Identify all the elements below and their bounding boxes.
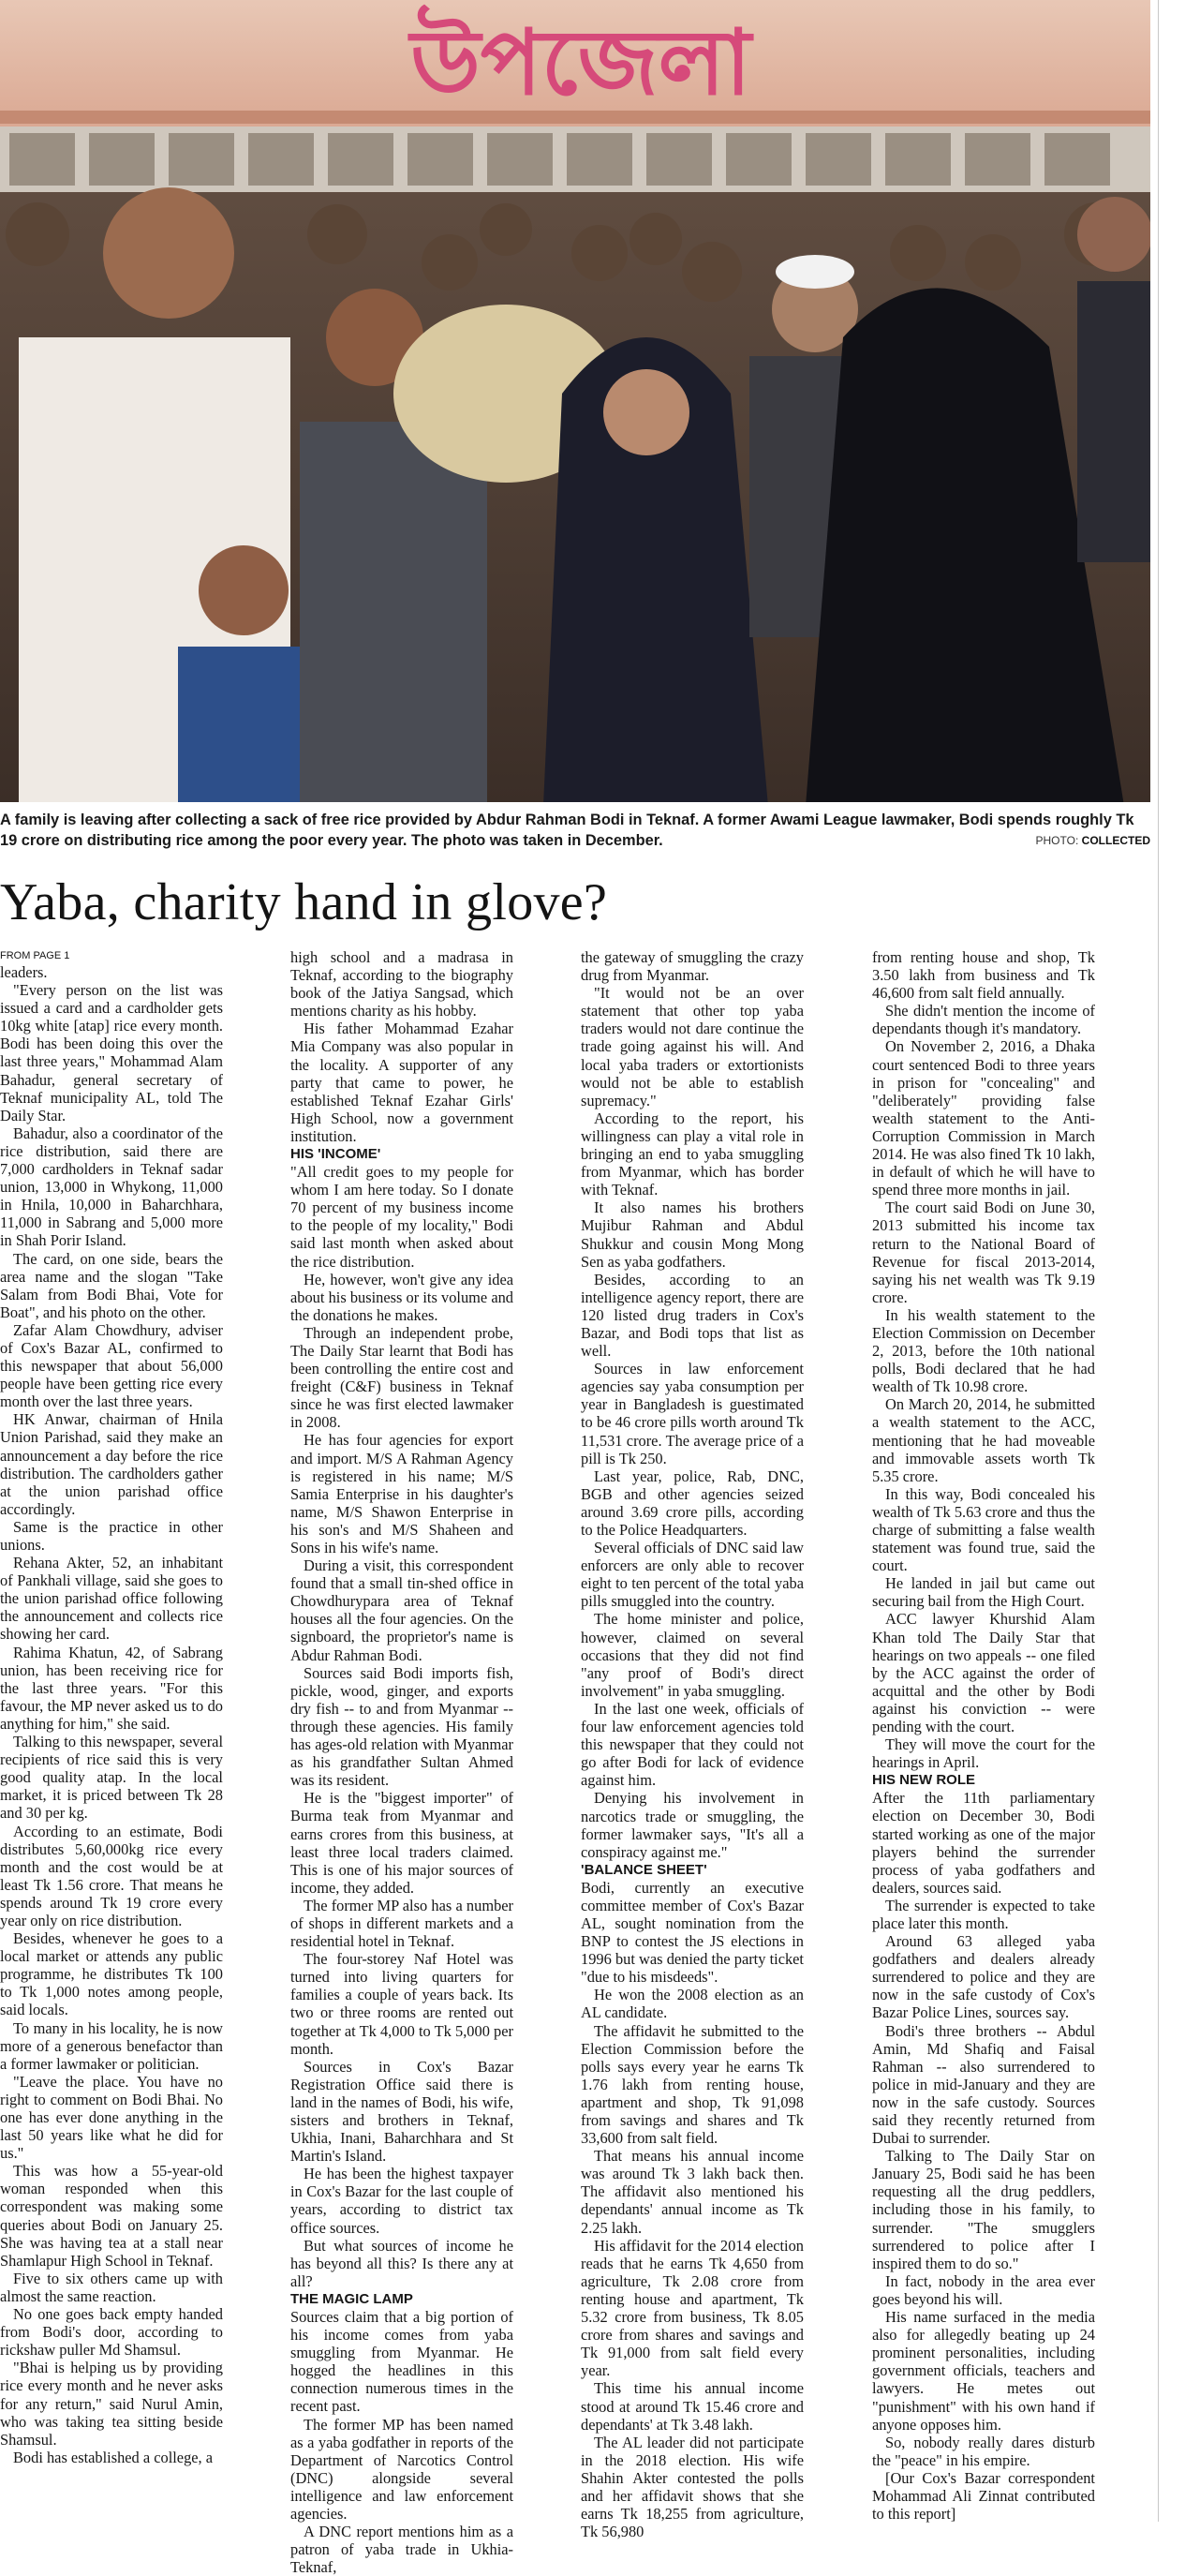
- article-paragraph: During a visit, this correspondent found that a small tin-shed office in Chowdhurypara area of Teknaf houses all the four agencies. On the signboard, the proprietor's name is Abdur Rahman Bodi.: [290, 1556, 513, 1664]
- article-paragraph: The card, on one side, bears the area name and the slogan "Take Salam from Bodi Bhai, Vote for Boat", and his photo on the other.: [0, 1249, 223, 1321]
- article-paragraph: Sources in Cox's Bazar Registration Office said there is land in the names of Bodi, his wife, sisters and brothers in Teknaf, Ukhia, Inani, Baharchhara and St Martin's Island.: [290, 2057, 513, 2166]
- article-paragraph: He is the "biggest importer" of Burma teak from Myanmar and earns crores from this business, at least three local traders claimed. This is one of his major sources of income, they added.: [290, 1789, 513, 1897]
- article-paragraph: "Leave the place. You have no right to comment on Bodi Bhai. No one has ever done anything in the last 50 years like what he did for us.": [0, 2072, 223, 2163]
- section-heading: THE MAGIC LAMP: [290, 2290, 413, 2307]
- article-paragraph: [Our Cox's Bazar correspondent Mohammad Ali Zinnat contributed to this report]: [872, 2468, 1095, 2524]
- article-paragraph: On November 2, 2016, a Dhaka court sentenced Bodi to three years in prison for "concealing" and "deliberately" providing false wealth statement to the Anti-Corruption Commission in March 2014. He was also fined Tk 10 lakh, in default of which he will have to spend three more months in jail.: [872, 1037, 1095, 1199]
- section-heading: 'BALANCE SHEET': [581, 1861, 707, 1878]
- section-heading: HIS NEW ROLE: [872, 1772, 976, 1789]
- article-paragraph: The surrender is expected to take place later this month.: [872, 1896, 1095, 1932]
- article-paragraph: According to the report, his willingness can play a vital role in bringing an end to yaba smuggling from Myanmar, which has border with Teknaf.: [581, 1109, 804, 1199]
- article-paragraph: She didn't mention the income of dependants though it's mandatory.: [872, 1002, 1095, 1038]
- article-paragraph: Last year, police, Rab, DNC, BGB and other agencies seized around 3.69 crore pills, according to the Police Headquarters.: [581, 1467, 804, 1539]
- photo-credit: [1036, 830, 1150, 851]
- article-paragraph: On March 20, 2014, he submitted a wealth statement to the ACC, mentioning that he had moveable and immovable assets worth Tk 5.35 crore.: [872, 1395, 1095, 1485]
- article-paragraph: Zafar Alam Chowdhury, adviser of Cox's Bazar AL, confirmed to this newspaper that about 56,000 people have been getting rice every month over the last three years.: [0, 1320, 223, 1411]
- headline: Yaba, charity hand in glove?: [0, 873, 608, 931]
- article-paragraph: The four-storey Naf Hotel was turned into living quarters for families a couple of years back. Its two or three rooms are rented out together at Tk 4,000 to Tk 5,000 per month.: [290, 1950, 513, 2058]
- article-paragraph: That means his annual income was around Tk 3 lakh back then. The affidavit also mentioned his dependants' annual income as Tk 2.25 lakh.: [581, 2147, 804, 2237]
- article-paragraph: HK Anwar, chairman of Hnila Union Parishad, said they make an announcement a day before the rice distribution. The cardholders gather at the union parishad office accordingly.: [0, 1410, 223, 1518]
- article-paragraph: the gateway of smuggling the crazy drug from Myanmar.: [581, 948, 804, 985]
- article-paragraph: His father Mohammad Ezahar Mia Company was also popular in the locality. A supporter of any party that came to power, he established Teknaf Ezahar Girls' High School, now a government institution.: [290, 1020, 513, 1145]
- article-paragraph: Rehana Akter, 52, an inhabitant of Pankhali village, said she goes to the union parishad office following the announcement and collects rice showing her card.: [0, 1554, 223, 1644]
- article-paragraph: Sources in law enforcement agencies say yaba consumption per year in Bangladesh is guestimated to be 46 crore pills worth around Tk 11,531 crore. The average price of a pill is Tk 250.: [581, 1360, 804, 1467]
- article-paragraph: Talking to The Daily Star on January 25, Bodi said he has been requesting all the drug peddlers, including those in his family, to surrender. "The smugglers surrendered to police after I inspired them to do so.": [872, 2147, 1095, 2272]
- column-rule: [1158, 0, 1159, 2522]
- article-paragraph: But what sources of income he has beyond all this? Is there any at all?: [290, 2236, 513, 2290]
- article-paragraph: This time his annual income stood at around Tk 15.46 crore and dependants' at Tk 3.48 lakh.: [581, 2379, 804, 2434]
- article-paragraph: No one goes back empty handed from Bodi's door, according to rickshaw puller Md Shamsul.: [0, 2305, 223, 2360]
- article-paragraph: He, however, won't give any idea about his business or its volume and the donations he makes.: [290, 1270, 513, 1324]
- article-paragraph: They will move the court for the hearings in April.: [872, 1735, 1095, 1772]
- article-paragraph: high school and a madrasa in Teknaf, according to the biography book of the Jatiya Sangsad, which mentions charity as his hobby.: [290, 948, 513, 1020]
- article-column-1: [0, 948, 223, 2466]
- photo-credit-label: PHOTO:: [1035, 834, 1079, 847]
- article-paragraph: It also names his brothers Mujibur Rahman and Abdul Shukkur and cousin Mong Mong Sen as yaba godfathers.: [581, 1199, 804, 1271]
- article-paragraph: The former MP also has a number of shops in different markets and a residential hotel in Teknaf.: [290, 1896, 513, 1951]
- article-paragraph: He landed in jail but came out securing bail from the High Court.: [872, 1574, 1095, 1611]
- article-paragraph: Around 63 alleged yaba godfathers and dealers already surrendered to police and they are now in the safe custody of Cox's Bazar Police Lines, sources say.: [872, 1932, 1095, 2022]
- article-paragraph: ACC lawyer Khurshid Alam Khan told The Daily Star that hearings on two appeals -- one filed by the ACC against the order of acquittal and the other by Bodi against his conviction -- were pending with the court.: [872, 1610, 1095, 1736]
- article-column-4: [872, 948, 1095, 2523]
- article-paragraph: The former MP has been named as a yaba godfather in reports of the Department of Narcotics Control (DNC) alongside several intelligence and law enforcement agencies.: [290, 2415, 513, 2523]
- article-column-2: [290, 948, 513, 2576]
- article-paragraph: Five to six others came up with almost the same reaction.: [0, 2269, 223, 2305]
- article-paragraph: Sources said Bodi imports fish, pickle, wood, ginger, and exports dry fish -- to and from Myanmar -- through these agencies. His family has ages-old relation with Myanmar as his grandfather Sultan Ahmed was its resident.: [290, 1663, 513, 1790]
- article-paragraph: According to an estimate, Bodi distributes 5,60,000kg rice every month and the cost would be at least Tk 1.56 crore. That means he spends around Tk 19 crore every year only on rice distribution.: [0, 1822, 223, 1929]
- article-paragraph: "All credit goes to my people for whom I am here today. So I donate 70 percent of my business income to the people of my locality," Bodi said last month when asked about the rice distribution.: [290, 1163, 513, 1271]
- article-paragraph: "Bhai is helping us by providing rice every month and he never asks for any return," said Nurul Amin, who was taking tea sitting beside Shamsul.: [0, 2359, 223, 2449]
- article-paragraph: Rahima Khatun, 42, of Sabrang union, has been receiving rice for the last three years. "For this favour, the MP never asked us to do anything for him," she said.: [0, 1643, 223, 1733]
- article-paragraph: Talking to this newspaper, several recipients of rice said this is very good quality atap. In the local market, it is priced between Tk 28 and 30 per kg.: [0, 1733, 223, 1823]
- news-photo: [0, 0, 1150, 802]
- article-paragraph: In fact, nobody in the area ever goes beyond his will.: [872, 2271, 1095, 2308]
- article-paragraph: To many in his locality, he is now more of a generous benefactor than a former lawmaker or politician.: [0, 2018, 223, 2073]
- article-paragraph: He has four agencies for export and import. M/S A Rahman Agency is registered in his name; M/S Samia Enterprise in his daughter's name, M/S Shawon Enterprise in his son's and M/S Shaheen and Sons in his wife's name.: [290, 1431, 513, 1556]
- article-paragraph: Same is the practice in other unions.: [0, 1517, 223, 1554]
- article-paragraph: A DNC report mentions him as a patron of yaba trade in Ukhia-Teknaf,: [290, 2523, 513, 2576]
- article-paragraph: "It would not be an over statement that other top yaba traders would not dare continue the trade going against his will. And local yaba traders or extortionists would not be able to establish supremacy.": [581, 984, 804, 1109]
- article-paragraph: The AL leader did not participate in the 2018 election. His wife Shahin Akter contested the polls and her affidavit shows that she earns Tk 18,255 from agriculture, Tk 56,980: [581, 2433, 804, 2541]
- article-paragraph: Through an independent probe, The Daily Star learnt that Bodi has been controlling the entire cost and freight (C&F) business in Teknaf since he was first elected lawmaker in 2008.: [290, 1323, 513, 1432]
- article-paragraph: In the last one week, officials of four law enforcement agencies told this newspaper that they could not go after Bodi for lack of evidence against him.: [581, 1699, 804, 1790]
- jump-label: FROM PAGE 1: [0, 950, 70, 961]
- article-paragraph: Besides, whenever he goes to a local market or attends any public programme, he distributes Tk 100 to Tk 1,000 notes among people, said locals.: [0, 1929, 223, 2019]
- section-heading: HIS 'INCOME': [290, 1146, 381, 1163]
- article-paragraph: "Every person on the list was issued a card and a cardholder gets 10kg white [atap] rice every month. Bodi has been doing this over the last three years," Mohammad Alam Bahadur, general secretary of Teknaf municipality AL, told The Daily Star.: [0, 981, 223, 1124]
- article-paragraph: Bodi has established a college, a: [13, 2448, 214, 2466]
- signboard-text: উপজেলা: [410, 10, 751, 115]
- article-column-3: [581, 948, 804, 2540]
- article-paragraph: He won the 2008 election as an AL candidate.: [581, 1986, 804, 2022]
- article-paragraph: Sources claim that a big portion of his income comes from yaba smuggling from Myanmar. He hogged the headlines in this connection numerous times in the recent past.: [290, 2307, 513, 2416]
- photo-caption: A family is leaving after collecting a sack of free rice provided by Abdur Rahman Bodi in Teknaf. A former Awami League lawmaker, Bodi spends roughly Tk 19 crore on distributing rice among the poor every year. The photo was taken in December.: [0, 812, 1134, 849]
- article-paragraph: He has been the highest taxpayer in Cox's Bazar for the last couple of years, according to district tax office sources.: [290, 2165, 513, 2237]
- article-paragraph: Bodi, currently an executive committee member of Cox's Bazar AL, sought nomination from the BNP to contest the JS elections in 1996 but was denied the party ticket "due to his misdeeds".: [581, 1878, 804, 1987]
- article-paragraph: Bahadur, also a coordinator of the rice distribution, said there are 7,000 cardholders in Teknaf sadar union, 13,000 in Whykong, 11,000 in Hnila, 10,000 in Baharchhara, 11,000 in Sabrang and 5,000 more in Shah Porir Island.: [0, 1124, 223, 1250]
- photo-credit-name: COLLECTED: [1081, 834, 1150, 847]
- article-paragraph: After the 11th parliamentary election on December 30, Bodi started working as one of the major players behind the surrender process of yaba godfathers and dealers, sources said.: [872, 1789, 1095, 1897]
- article-paragraph: Denying his involvement in narcotics trade or smuggling, the former lawmaker says, "It's all a conspiracy against me.": [581, 1789, 804, 1861]
- article-paragraph: Bodi's three brothers -- Abdul Amin, Md Shafiq and Faisal Rahman -- also surrendered to police in mid-January and they are now in the safe custody. Sources said they recently returned from Dubai to surrender.: [872, 2021, 1095, 2148]
- article-paragraph: from renting house and shop, Tk 3.50 lakh from business and Tk 46,600 from salt field annually.: [872, 948, 1095, 1003]
- article-paragraph: The affidavit he submitted to the Election Commission before the polls says every year he earns Tk 1.76 lakh from renting house, apartment and shop, Tk 91,098 from savings and shares and Tk 33,600 from salt field.: [581, 2021, 804, 2148]
- article-paragraph: Several officials of DNC said law enforcers are only able to recover eight to ten percent of the total yaba pills smuggled into the country.: [581, 1539, 804, 1611]
- article-paragraph: leaders.: [0, 963, 48, 981]
- article-paragraph: In his wealth statement to the Election Commission on December 2, 2013, before the 10th national polls, Bodi declared that he had wealth of Tk 10.98 crore.: [872, 1305, 1095, 1396]
- article-paragraph: Besides, according to an intelligence agency report, there are 120 listed drug traders in Cox's Bazar, and Bodi tops that list as well.: [581, 1270, 804, 1361]
- article-paragraph: His name surfaced in the media also for allegedly beating up 24 prominent personalities, including government officials, teachers and lawyers. He metes out "punishment" with his own hand if anyone opposes him.: [872, 2308, 1095, 2434]
- article-paragraph: The home minister and police, however, claimed on several occasions that they did not find "any proof of Bodi's direct involvement" in yaba smuggling.: [581, 1610, 804, 1700]
- article-paragraph: So, nobody really dares disturb the "peace" in his empire.: [872, 2433, 1095, 2469]
- article-paragraph: His affidavit for the 2014 election reads that he earns Tk 4,650 from agriculture, Tk 2.08 crore from renting house and apartment, Tk 5.32 crore from business, Tk 8.05 crore from shares and savings and Tk 91,000 from salt field every year.: [581, 2236, 804, 2380]
- article-paragraph: The court said Bodi on June 30, 2013 submitted his income tax return to the National Board of Revenue for fiscal 2013-2014, saying his net wealth was Tk 9.19 crore.: [872, 1199, 1095, 1306]
- article-paragraph: In this way, Bodi concealed his wealth of Tk 5.63 crore and thus the charge of submitting a false wealth statement was found true, said the court.: [872, 1484, 1095, 1575]
- article-paragraph: This was how a 55-year-old woman responded when this correspondent was making some queries about Bodi on January 25. She was having tea at a stall near Shamlapur High School in Teknaf.: [0, 2162, 223, 2270]
